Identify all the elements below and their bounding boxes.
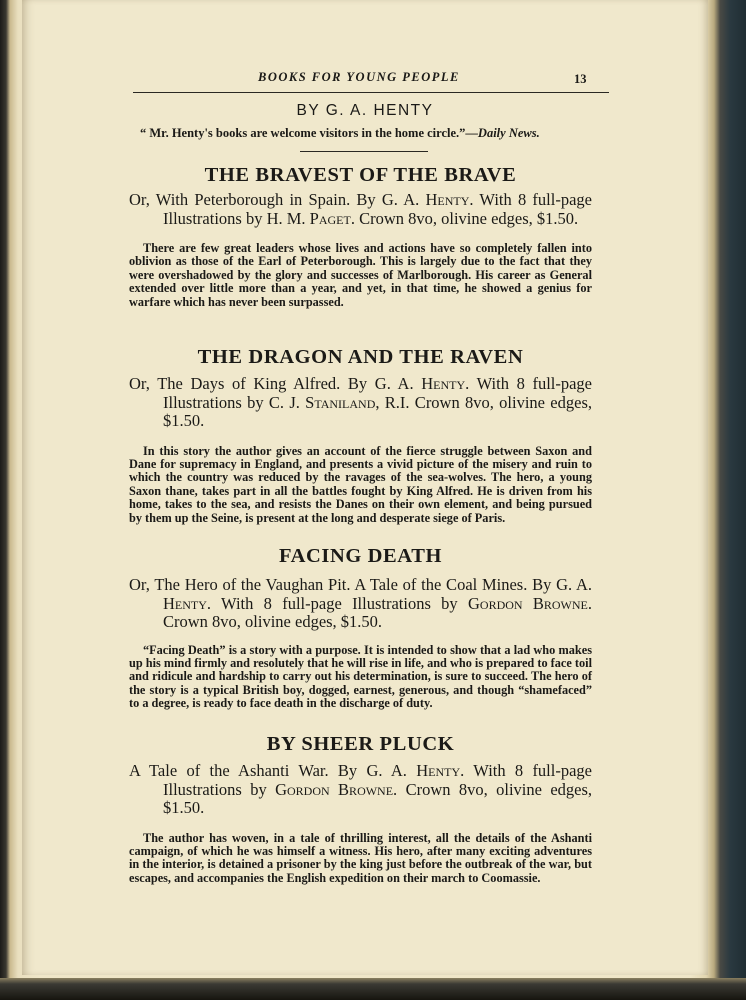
book-entry-by-sheer-pluck	[129, 732, 592, 885]
subtitle-text: With 8 full-page Illustrations by H. M.	[163, 190, 592, 228]
illustrator-name: Gordon Browne.	[275, 779, 398, 799]
subtitle-text: With 8 full-page Illustrations by C. J.	[163, 374, 592, 412]
book-title: THE DRAGON AND THE RAVEN	[197, 346, 524, 368]
book-title: THE BRAVEST OF THE BRAVE	[204, 164, 517, 186]
epigraph	[140, 126, 620, 141]
book-subtitle	[129, 375, 592, 431]
subtitle-text: Or, The Days of King Alfred. By G. A.	[129, 374, 422, 393]
book-entry-bravest-of-the-brave	[129, 163, 592, 309]
section-rule	[300, 151, 428, 152]
book-subtitle	[129, 191, 592, 228]
epigraph-quote: “ Mr. Henty's books are welcome visitors in the home circle.”—	[140, 126, 478, 140]
subtitle-text: Or, The Hero of the Vaughan Pit. A Tale of the Coal Mines. By G. A.	[129, 575, 592, 594]
subtitle-text: R.I. Crown 8vo, olivine edges, $1.50.	[163, 392, 592, 430]
book-description: In this story the author gives an account of the fierce struggle between Saxon and Dane for supremacy in England, and presents a vivid picture of the misery and ruin to which the country was reduced by the ravages of the sea-wolves. The hero, a young Saxon thane, takes part in all the battles fought by King Alfred. He is driven from his home, takes to the sea, and resists the Danes on their own element, and being pursued by them up the Seine, is present at the long and desperate siege of Paris.	[129, 443, 592, 525]
author-name: Henty.	[416, 761, 465, 780]
subtitle-text: Crown 8vo, olivine edges, $1.50.	[163, 779, 593, 817]
illustrator-name: Gordon Browne.	[467, 593, 592, 613]
book-title: BY SHEER PLUCK	[266, 733, 455, 755]
book-bottom-edge	[0, 978, 746, 1000]
book-subtitle	[129, 576, 592, 632]
book-description: There are few great leaders whose lives and actions have so completely fallen into oblivion as those of the Earl of Peterborough. This is largely due to the fact that they were overshadowed by the glory and successes of Marlborough. His career as General extended over little more than a year, and yet, in that time, he showed a genius for warfare which has never been surpassed.	[129, 241, 592, 309]
epigraph-source: Daily News.	[477, 126, 540, 140]
page-sheet	[22, 0, 708, 975]
book-entry-dragon-and-the-raven	[129, 345, 592, 525]
subtitle-text: With 8 full-page Illustrations by	[211, 593, 468, 613]
author-name: Henty.	[163, 593, 212, 613]
book-description: “Facing Death” is a story with a purpose. It is intended to show that a lad who makes up his mind firmly and resolutely that he will rise in life, and who is prepared to face toil and ridicule and hardship to carry out his determination, is sure to succeed. The hero of the story is a typical British boy, dogged, earnest, generous, and though “shamefaced” to a degree, is ready to face death in the discharge of duty.	[129, 642, 592, 711]
book-description: The author has woven, in a tale of thrilling interest, all the details of the Ashanti campaign, of which he was himself a witness. His hero, after many exciting adventures in the interior, is detained a prisoner by the king just before the outbreak of the war, but escapes, and accompanies the English expedition on their march to Coomassie.	[129, 830, 592, 885]
subtitle-text: Crown 8vo, olivine edges, $1.50.	[354, 208, 579, 228]
page-number: 13	[574, 72, 587, 86]
header-rule	[133, 92, 609, 93]
author-name: Henty.	[425, 190, 474, 209]
book-entry-facing-death	[129, 544, 592, 711]
author-name: Henty.	[421, 374, 470, 393]
book-title: FACING DEATH	[278, 545, 443, 567]
subtitle-text: Or, With Peterborough in Spain. By G. A.	[129, 190, 426, 209]
subtitle-text: With 8 full-page Illustrations by	[163, 761, 592, 799]
illustrator-name: Paget.	[309, 208, 355, 228]
book-subtitle	[129, 762, 592, 818]
illustrator-name: Staniland,	[305, 392, 380, 412]
subtitle-text: A Tale of the Ashanti War. By G. A.	[129, 761, 417, 780]
running-head: BOOKS FOR YOUNG PEOPLE	[258, 70, 460, 84]
subtitle-text: Crown 8vo, olivine edges, $1.50.	[163, 612, 383, 631]
author-heading: BY G. A. HENTY	[296, 102, 434, 119]
